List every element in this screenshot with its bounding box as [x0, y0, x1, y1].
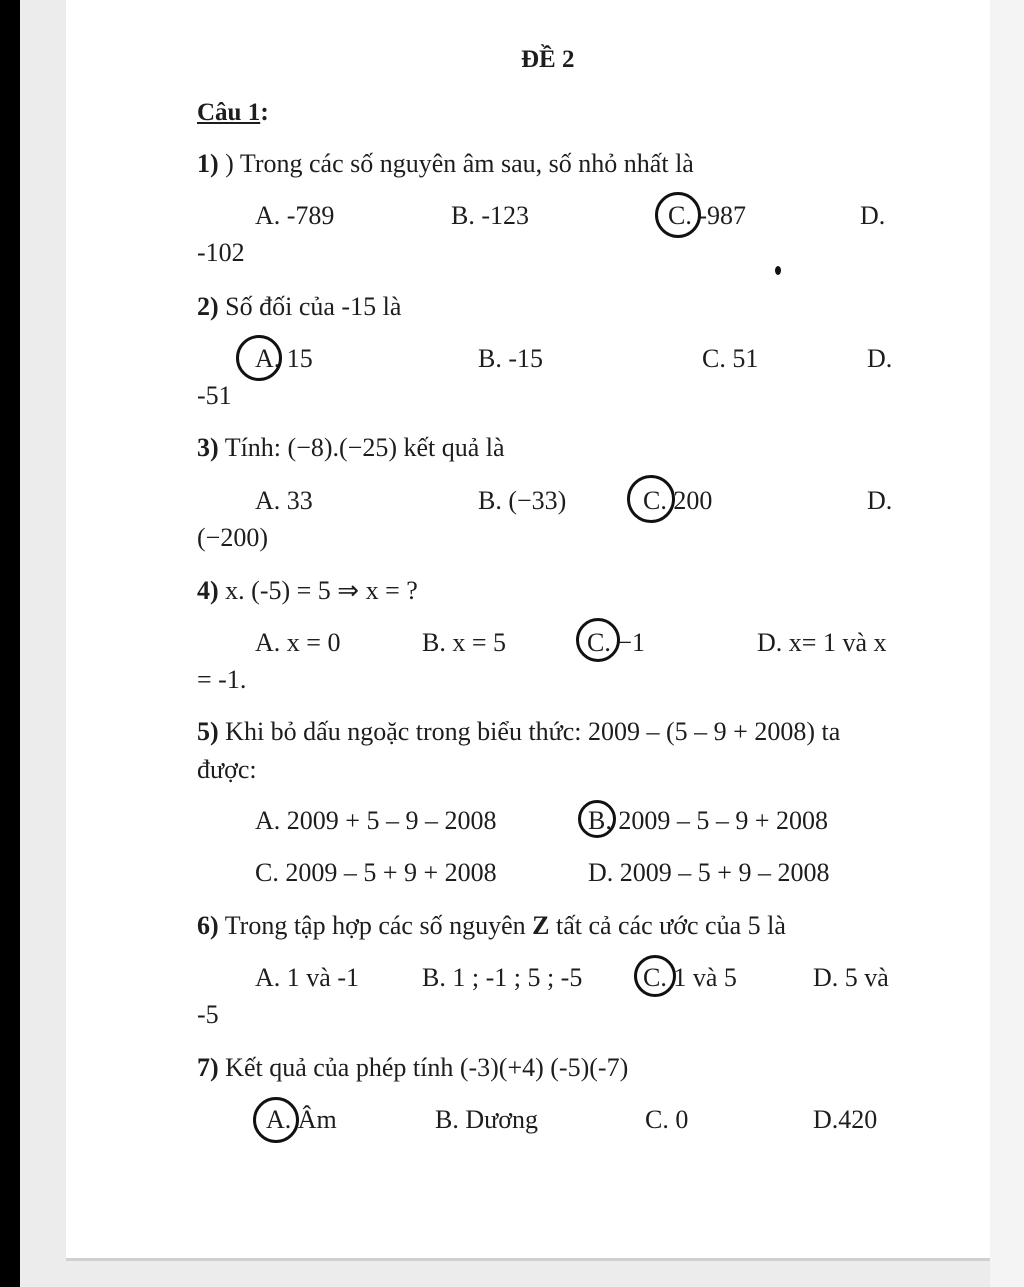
option-c: C. 200: [643, 486, 713, 515]
option-d: D.: [860, 201, 886, 230]
option-d: D. 2009 – 5 + 9 – 2008: [588, 858, 830, 887]
question-3: [197, 433, 505, 463]
right-margin: [990, 0, 1024, 1287]
question-1: [197, 149, 694, 179]
option-d-wrap: (−200): [197, 523, 268, 552]
option-c: C. 0: [645, 1105, 689, 1134]
section-heading-row: [197, 97, 269, 128]
option-c: C. 51: [702, 344, 759, 373]
left-black-border: [0, 0, 20, 1287]
option-a: A. -789: [255, 201, 335, 230]
question-text: tất cả các ước của 5 là: [555, 911, 786, 940]
question-text: Kết quả của phép tính (-3)(+4) (-5)(-7): [225, 1053, 629, 1082]
option-d-wrap: -5: [197, 1000, 219, 1029]
integer-set-symbol: Z: [532, 911, 550, 940]
answer-circle-mark: [627, 475, 675, 523]
option-b: B. -123: [451, 201, 529, 230]
answer-circle-mark: [578, 800, 616, 838]
option-d-wrap: -102: [197, 238, 245, 267]
ink-dot-mark: [775, 266, 781, 275]
option-d: D.: [867, 344, 893, 373]
answer-circle-mark: [253, 1097, 299, 1143]
option-b: B. -15: [478, 344, 543, 373]
option-d-wrap: = -1.: [197, 665, 247, 694]
question-number: 4): [197, 576, 219, 605]
question-number: 1): [197, 149, 219, 178]
answer-circle-mark: [634, 955, 676, 997]
option-a: A. 1 và -1: [255, 963, 359, 992]
page-bottom-edge: [66, 1258, 990, 1261]
option-b: B. 1 ; -1 ; 5 ; -5: [422, 963, 583, 992]
option-d-wrap: -51: [197, 381, 232, 410]
question-4: [197, 576, 418, 606]
question-text: Khi bỏ dấu ngoặc trong biểu thức: 2009 – (5 – 9 + 2008) ta: [225, 717, 841, 746]
option-d: D.420: [813, 1105, 878, 1134]
question-6: [197, 911, 786, 941]
option-d: D.: [867, 486, 893, 515]
option-d: D. 5 và: [813, 963, 889, 992]
question-text: ) Trong các số nguyên âm sau, số nhỏ nhất là: [225, 149, 694, 178]
answer-circle-mark: [236, 335, 282, 381]
question-text-wrap: được:: [197, 755, 257, 784]
option-c: C. -987: [668, 201, 746, 230]
question-text: x. (-5) = 5 ⇒ x = ?: [225, 576, 418, 605]
question-text: Trong tập hợp các số nguyên: [224, 911, 526, 940]
option-c: C. −1: [587, 628, 646, 657]
question-number: 3): [197, 433, 219, 462]
option-b: B. x = 5: [422, 628, 507, 657]
option-d: D. x= 1 và x: [757, 628, 887, 657]
question-5: [197, 717, 840, 747]
section-heading-colon: :: [260, 97, 269, 126]
option-a: A. x = 0: [255, 628, 341, 657]
question-number: 2): [197, 292, 219, 321]
question-7: [197, 1053, 628, 1083]
question-number: 5): [197, 717, 219, 746]
question-number: 6): [197, 911, 219, 940]
option-a: A. 15: [255, 344, 313, 373]
option-c: C. 1 và 5: [643, 963, 737, 992]
option-a: A. Âm: [266, 1105, 337, 1134]
question-number: 7): [197, 1053, 219, 1082]
exam-title: ĐỀ 2: [521, 46, 575, 73]
option-b: B. 2009 – 5 – 9 + 2008: [588, 806, 829, 835]
answer-circle-mark: [576, 618, 620, 662]
question-text: Số đối của -15 là: [225, 292, 402, 321]
option-b: B. Dương: [435, 1105, 538, 1134]
answer-circle-mark: [655, 192, 701, 238]
question-2: [197, 292, 401, 322]
option-a: A. 33: [255, 486, 313, 515]
option-b: B. (−33): [478, 486, 567, 515]
option-a: A. 2009 + 5 – 9 – 2008: [255, 806, 497, 835]
option-c: C. 2009 – 5 + 9 + 2008: [255, 858, 497, 887]
section-heading: Câu 1: [197, 99, 261, 126]
question-text: Tính: (−8).(−25) kết quả là: [224, 433, 505, 462]
